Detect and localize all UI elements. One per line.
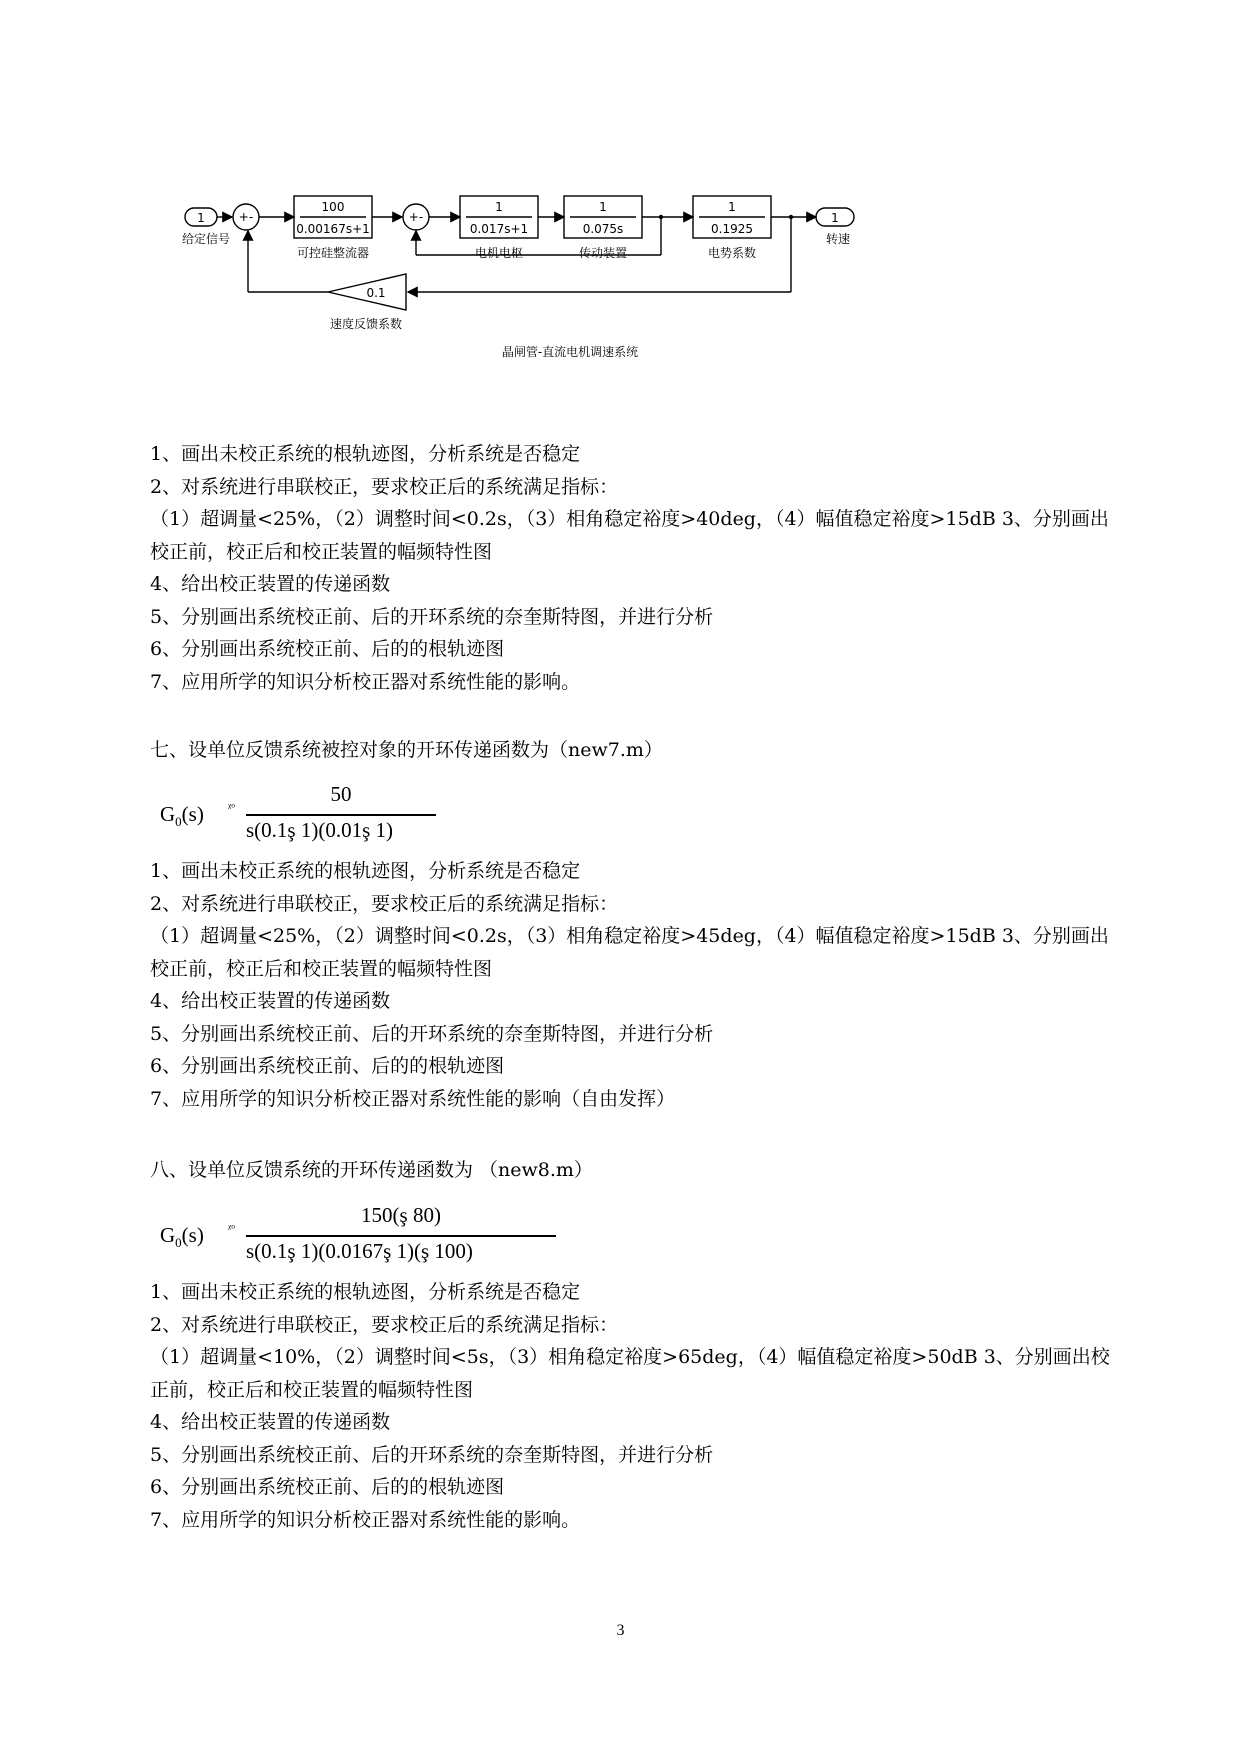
input-port-number: 1 — [197, 211, 205, 225]
sum1-signs: +- — [238, 210, 254, 224]
output-port-number: 1 — [831, 211, 839, 225]
fraction-bar — [246, 814, 436, 816]
drive-numerator: 1 — [599, 200, 607, 214]
list-item: 6、分别画出系统校正前、后的的根轨迹图 — [150, 1476, 505, 1498]
list-item: 7、应用所学的知识分析校正器对系统性能的影响（自由发挥） — [150, 1087, 676, 1110]
list-item: 1、画出未校正系统的根轨迹图，分析系统是否稳定 — [150, 443, 581, 465]
list-item: 7、应用所学的知识分析校正器对系统性能的影响。 — [150, 670, 581, 693]
output-port-label: 转速 — [826, 232, 851, 246]
formula-numerator: 50 — [330, 782, 352, 806]
list-item: 4、给出校正装置的传递函数 — [150, 1411, 391, 1433]
formula-numerator: 150(ş 80) — [361, 1203, 441, 1227]
fraction-bar — [246, 1235, 556, 1237]
armature-denominator: 0.017s+1 — [469, 222, 529, 236]
block-diagram — [170, 170, 990, 410]
list-item: 6、分别画出系统校正前、后的的根轨迹图 — [150, 638, 505, 660]
emf-label: 电势系数 — [707, 246, 757, 260]
formula-lhs: $G_0(s)$ — [160, 1223, 204, 1251]
input-port-label: 给定信号 — [182, 232, 231, 246]
drive-denominator: 0.075s — [582, 222, 624, 236]
scr-denominator: 0.00167s+1 — [296, 222, 370, 236]
list-item: 1、画出未校正系统的根轨迹图，分析系统是否稳定 — [150, 1281, 581, 1303]
section7-items — [150, 855, 1110, 1115]
section6-items — [150, 438, 1110, 698]
formula-denominator: s(0.1ş 1)(0.01ş 1) — [246, 818, 393, 842]
list-item: （1）超调量<25%，（2）调整时间<0.2s，（3）相角稳定裕度>40deg，（4）幅值稳定裕度>15dB 3、分别画出校正前，校正后和校正装置的幅频特性图 — [150, 508, 1109, 563]
gain-feedback-label: 速度反馈系数 — [329, 317, 403, 331]
emf-denominator: 0.1925 — [711, 222, 753, 236]
formula-lhs: $G_0(s)$ — [160, 802, 204, 830]
formula-equals: ᵡᵒ — [228, 800, 235, 814]
gain-feedback-value: 0.1 — [366, 286, 386, 300]
list-item: 2、对系统进行串联校正，要求校正后的系统满足指标： — [150, 892, 619, 915]
section8-items — [150, 1276, 1110, 1536]
list-item: 7、应用所学的知识分析校正器对系统性能的影响。 — [150, 1508, 581, 1531]
list-item: 2、对系统进行串联校正，要求校正后的系统满足指标： — [150, 475, 619, 498]
list-item: 4、给出校正装置的传递函数 — [150, 573, 391, 595]
section8-formula — [160, 1203, 580, 1273]
page-number: 3 — [616, 1622, 625, 1639]
scr-label: 可控硅整流器 — [296, 246, 370, 260]
list-item: 5、分别画出系统校正前、后的开环系统的奈奎斯特图，并进行分析 — [150, 1022, 714, 1045]
armature-label: 电机电枢 — [474, 246, 524, 260]
emf-numerator: 1 — [728, 200, 736, 214]
sum2-signs: +- — [408, 210, 424, 224]
section8-heading: 八、设单位反馈系统的开环传递函数为 （new8.m） — [150, 1159, 593, 1181]
armature-numerator: 1 — [495, 200, 503, 214]
list-item: 5、分别画出系统校正前、后的开环系统的奈奎斯特图，并进行分析 — [150, 1443, 714, 1466]
section7-formula — [160, 782, 460, 852]
drive-label: 传动装置 — [578, 246, 628, 260]
list-item: （1）超调量<10%，（2）调整时间<5s，（3）相角稳定裕度>65deg，（4）幅值稳定裕度>50dB 3、分别画出校正前，校正后和校正装置的幅频特性图 — [150, 1346, 1110, 1401]
list-item: 1、画出未校正系统的根轨迹图，分析系统是否稳定 — [150, 860, 581, 882]
list-item: 2、对系统进行串联校正，要求校正后的系统满足指标： — [150, 1313, 619, 1336]
list-item: 5、分别画出系统校正前、后的开环系统的奈奎斯特图，并进行分析 — [150, 605, 714, 628]
formula-denominator: s(0.1ş 1)(0.0167ş 1)(ş 100) — [246, 1239, 473, 1263]
section7-heading: 七、设单位反馈系统被控对象的开环传递函数为（new7.m） — [150, 739, 663, 761]
list-item: 6、分别画出系统校正前、后的的根轨迹图 — [150, 1055, 505, 1077]
formula-equals: ᵡᵒ — [228, 1221, 235, 1235]
list-item: 4、给出校正装置的传递函数 — [150, 990, 391, 1012]
list-item: （1）超调量<25%，（2）调整时间<0.2s，（3）相角稳定裕度>45deg，（4）幅值稳定裕度>15dB 3、分别画出校正前，校正后和校正装置的幅频特性图 — [150, 925, 1109, 980]
diagram-caption: 晶闸管-直流电机调速系统 — [501, 345, 639, 359]
scr-numerator: 100 — [321, 200, 345, 214]
